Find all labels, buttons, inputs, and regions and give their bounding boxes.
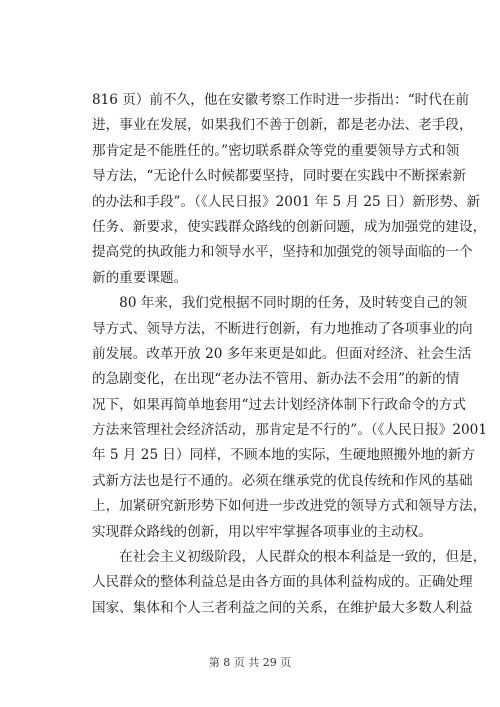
text-line: 人民群众的整体利益总是由各方面的具体利益构成的。正确处理 — [92, 574, 473, 591]
text-line: 导方式、领导方法，不断进行创新，有力地推动了各项事业的向 — [92, 320, 473, 337]
page-number-label: 第 8 页 共 29 页 — [208, 656, 292, 669]
text-line: 导方法，“无论什么时候都要坚持，同时要在实践中不断探索新 — [92, 168, 466, 185]
text-line: 国家、集体和个人三者利益之间的关系，在维护最大多数人利益 — [92, 599, 473, 616]
text-line: 的办法和手段”。（《人民日报》2001 年 5 月 25 日）新形势、新 — [92, 193, 481, 210]
text-line: 80 年来，我们党根据不同时期的任务，及时转变自己的领 — [92, 295, 468, 312]
text-line: 况下，如果再简单地套用“过去计划经济体制下行政命令的方式 — [92, 396, 466, 413]
text-line: 在社会主义初级阶段，人民群众的根本利益是一致的，但是， — [92, 549, 487, 566]
text-line: 提高党的执政能力和领导水平，坚持和加强党的领导面临的一个 — [92, 244, 473, 261]
text-line: 式新方法也是行不通的。必须在继承党的优良传统和作风的基础 — [92, 472, 473, 489]
text-line: 新的重要课题。 — [92, 269, 188, 286]
text-line: 年 5 月 25 日）同样，不顾本地的实际，生硬地照搬外地的新方 — [92, 447, 476, 464]
text-line: 那肯定是不能胜任的。”密切联系群众等党的重要领导方式和领 — [92, 142, 460, 159]
paragraph-1 — [92, 88, 487, 291]
text-line: 实现群众路线的创新，用以牢牢掌握各项事业的主动权。 — [92, 523, 432, 540]
text-line: 进，事业在发展，如果我们不善于创新，都是老办法、老手段， — [92, 117, 473, 134]
paragraph-3 — [92, 545, 487, 621]
document-body — [92, 88, 487, 621]
text-line: 前发展。改革开放 20 多年来更是如此。但面对经济、社会生活 — [92, 345, 472, 362]
text-line: 方法来管理社会经济活动，那肯定是不行的”。（《人民日报》2001 — [92, 422, 487, 439]
text-line: 816 页）前不久，他在安徽考察工作时进一步指出：“时代在前 — [92, 92, 470, 108]
paragraph-2 — [92, 291, 487, 545]
text-line: 的急剧变化，在出现“老办法不管用、新办法不会用”的新的情 — [92, 371, 460, 388]
text-line: 任务、新要求，使实践群众路线的创新问题，成为加强党的建设， — [92, 218, 487, 235]
text-line: 上，加紧研究新形势下如何进一步改进党的领导方式和领导方法， — [92, 498, 487, 515]
page-footer — [0, 654, 500, 670]
